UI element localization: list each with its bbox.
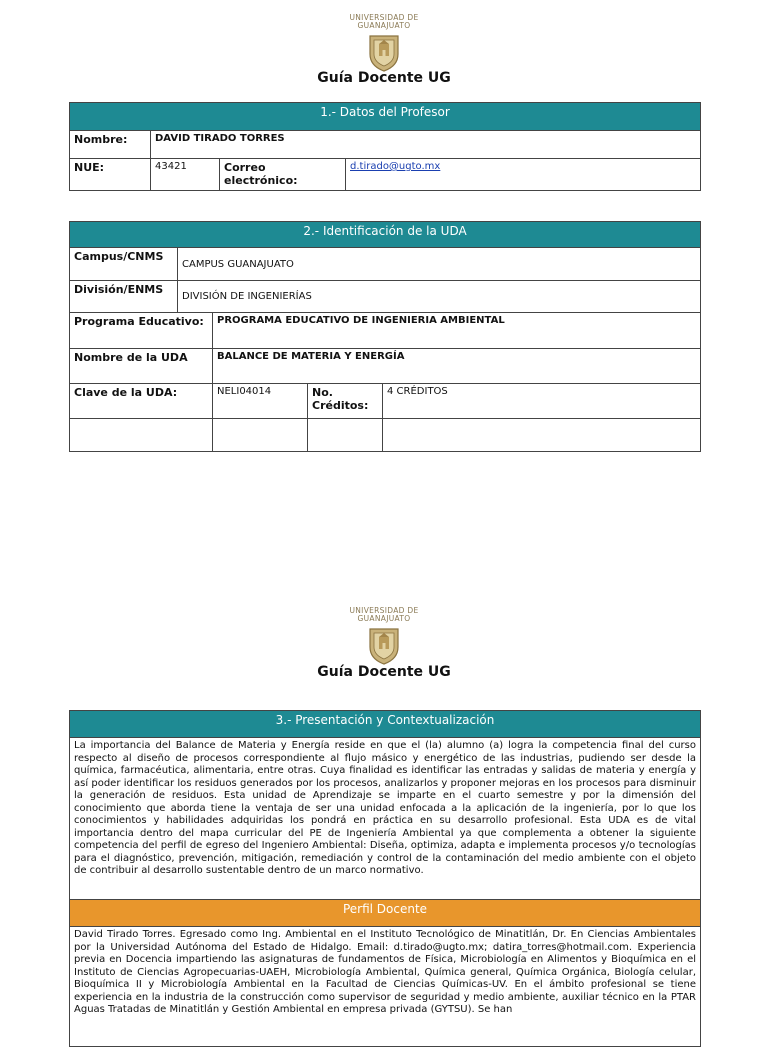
email-link[interactable]: d.tirado@ugto.mx [346,159,701,191]
uda-name-label: Nombre de la UDA [70,349,213,384]
uda-table [69,221,701,452]
campus-value: CAMPUS GUANAJUATO [178,248,701,281]
seal-icon [367,32,401,72]
empty-cell [383,419,701,452]
perfil-header: Perfil Docente [70,900,701,927]
creditos-label: No. Créditos: [308,384,383,419]
profesor-table [69,102,701,191]
empty-cell [308,419,383,452]
presentacion-text: La importancia del Balance de Materia y Energía reside en que el (la) alumno (a) logra la competencia final del curso respecto al diseño de procesos correspondiente al flujo másico y energético de las industrias, pudiendo ser desde la química, farmacéutica, alimentaria, entre otras. Cuya finalidad es identificar las entradas y salidas de materia y energía y así poder identificar los residuos generados por los procesos, analizarlos y proponer mejoras en los procesos para disminuir la generación de residuos. Esta unidad de Aprendizaje se imparte en el cuarto semestre y por la dimensión del conocimiento que aborda tiene la ventaja de ser una unidad enfocada a la aplicación de la ingeniería, por lo que los conocimientos y habilidades adquiridas los pondrá en práctica en su desarrollo profesional. Esta UDA es de vital importancia dentro del mapa curricular del PE de Ingeniería Ambiental ya que complementa a obtener la siguiente competencia del perfil de egreso del Ingeniero Ambiental: Diseña, optimiza, adapta e implementa procesos y/o tecnologías para el diagnóstico, prevención, mitigación, remediación y control de la contaminación del medio ambiente con el objeto de contribuir al desarrollo sustentable dentro de un marco normativo. [70,738,701,900]
empty-cell [213,419,308,452]
empty-cell [70,419,213,452]
programa-label: Programa Educativo: [70,313,213,349]
section2-header: 2.- Identificación de la UDA [70,222,701,248]
nue-value: 43421 [151,159,220,191]
uda-name-value: BALANCE DE MATERIA Y ENERGÍA [213,349,701,384]
logo-text-line2: GUANAJUATO [357,21,411,30]
logo-text-line1: UNIVERSIDAD DE [349,606,419,615]
page-title: Guía Docente UG [317,664,451,680]
clave-label: Clave de la UDA: [70,384,213,419]
campus-label: Campus/CNMS [70,248,178,281]
perfil-text: David Tirado Torres. Egresado como Ing. Ambiental en el Instituto Tecnológico de Minatitlán, Dr. En Ciencias Ambientales por la Universidad Autónoma del Estado de Hidalgo. Email: d.tirado@ugto.mx; datira_torres@hotmail.com. Experiencia previa en Docencia impartiendo las asignaturas de fundamentos de Física, Microbiología en Alimentos y Bioquímica en el Instituto de Ciencias Agropecuarias-UAEH, Microbiología Ambiental, Química general, Química Orgánica, Biología celular, Bioquímica II y Microbiología Ambiental en la Facultad de Ciencias Químicas-UV. En el ámbito profesional se tiene experiencia en la industria de la construcción como supervisor de seguridad y medio ambiente, auxiliar técnico en la PTAR Aguas Tratadas de Minatitlán y Gestión Ambiental en empresa privada (GYTSU). Se han [70,927,701,1047]
programa-value: PROGRAMA EDUCATIVO DE INGENIERIA AMBIENTAL [213,313,701,349]
nue-label: NUE: [70,159,151,191]
correo-label: Correo electrónico: [220,159,346,191]
section1-header: 1.- Datos del Profesor [70,103,701,131]
creditos-value: 4 CRÉDITOS [383,384,701,419]
clave-value: NELI04014 [213,384,308,419]
logo-text-line1: UNIVERSIDAD DE [349,13,419,22]
university-logo [334,607,434,665]
seal-icon [367,625,401,665]
logo-text-line2: GUANAJUATO [357,614,411,623]
nombre-value: DAVID TIRADO TORRES [151,131,701,159]
division-value: DIVISIÓN DE INGENIERÍAS [178,281,701,313]
division-label: División/ENMS [70,281,178,313]
university-logo [334,14,434,72]
nombre-label: Nombre: [70,131,151,159]
presentacion-table [69,710,701,1047]
page-title: Guía Docente UG [317,70,451,86]
section3-header: 3.- Presentación y Contextualización [70,711,701,738]
